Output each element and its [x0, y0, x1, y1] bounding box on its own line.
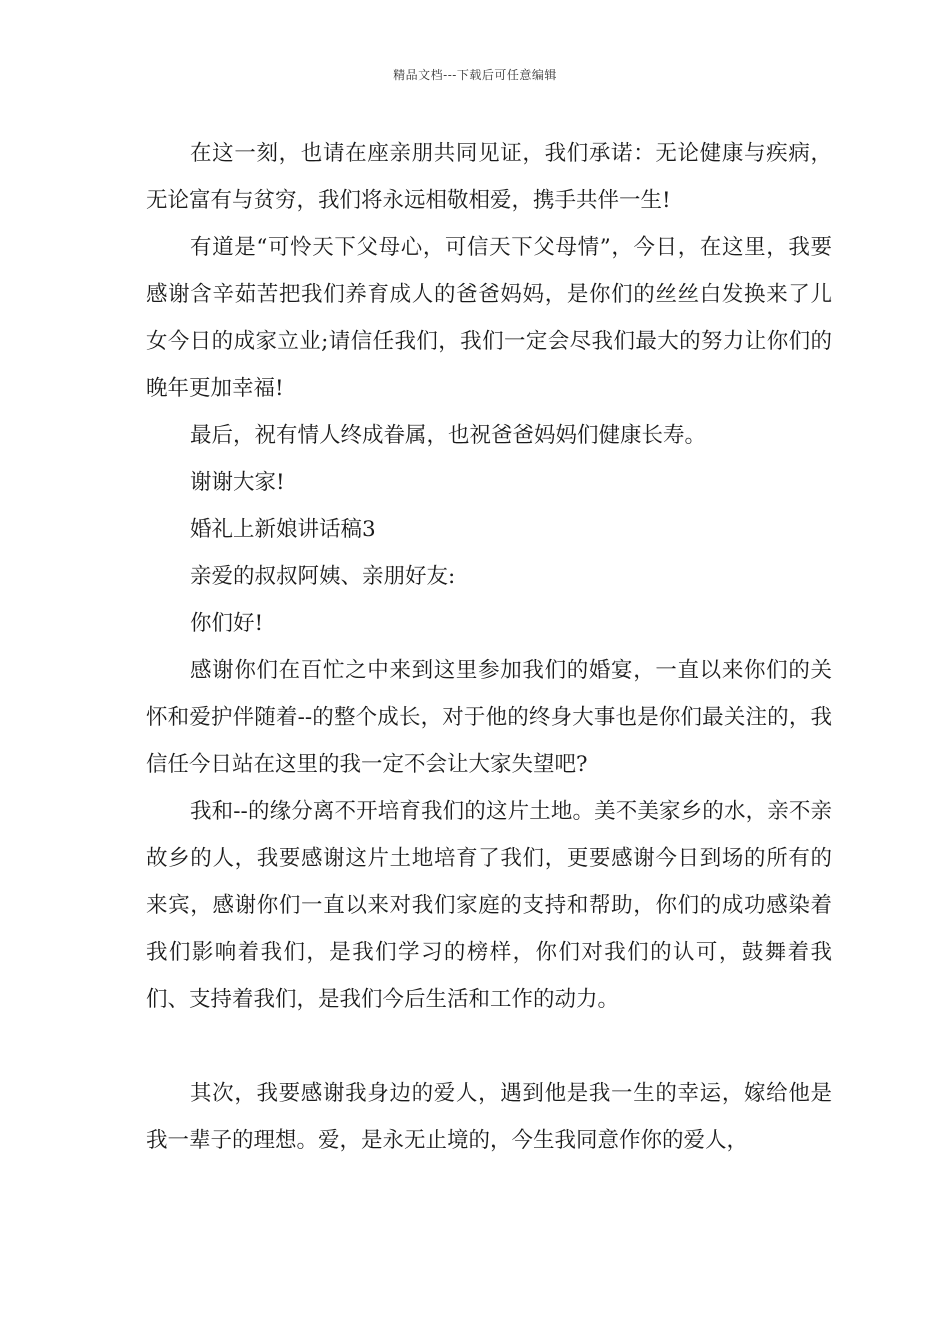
- paragraph-spouse: 其次，我要感谢我身边的爱人，遇到他是我一生的幸运，嫁给他是我一辈子的理想。爱，是永无止境的，今生我同意作你的爱人，: [146, 1081, 832, 1153]
- paragraph-thank-all: 谢谢大家!: [190, 470, 285, 495]
- paragraph-thanks-guests: 感谢你们在百忙之中来到这里参加我们的婚宴，一直以来你们的关怀和爱护伴随着--的整个成长，对于他的终身大事也是你们最关注的，我信任今日站在这里的我一定不会让大家失望吧?: [146, 658, 832, 777]
- paragraph-hometown: 我和--的缘分离不开培育我们的这片土地。美不美家乡的水，亲不亲故乡的人，我要感谢这片土地培育了我们，更要感谢今日到场的所有的来宾，感谢你们一直以来对我们家庭的支持和帮助，你们的成功感染着我们影响着我们，是我们学习的榜样，你们对我们的认可，鼓舞着我们、支持着我们，是我们今后生活和工作的动力。: [146, 799, 832, 1012]
- paragraph-gap: [146, 1023, 832, 1070]
- paragraph-greeting: 你们好!: [190, 611, 264, 636]
- paragraph-vow: 在这一刻，也请在座亲朋共同见证，我们承诺：无论健康与疾病，无论富有与贫穷，我们将永远相敬相爱，携手共伴一生!: [146, 141, 832, 213]
- document-body: [146, 130, 832, 1164]
- paragraph-blessing: 最后，祝有情人终成眷属，也祝爸爸妈妈们健康长寿。: [190, 423, 707, 448]
- paragraph-thanks-parents: 有道是“可怜天下父母心，可信天下父母情”，今日，在这里，我要感谢含辛茹苦把我们养育成人的爸爸妈妈，是你们的丝丝白发换来了儿女今日的成家立业;请信任我们，我们一定会尽我们最大的努力让你们的晚年更加幸福!: [146, 235, 832, 401]
- section-title: 婚礼上新娘讲话稿3: [190, 517, 376, 542]
- paragraph-salutation: 亲爱的叔叔阿姨、亲朋好友:: [190, 564, 456, 589]
- page-header: 精品文档---下载后可任意编辑: [393, 68, 557, 82]
